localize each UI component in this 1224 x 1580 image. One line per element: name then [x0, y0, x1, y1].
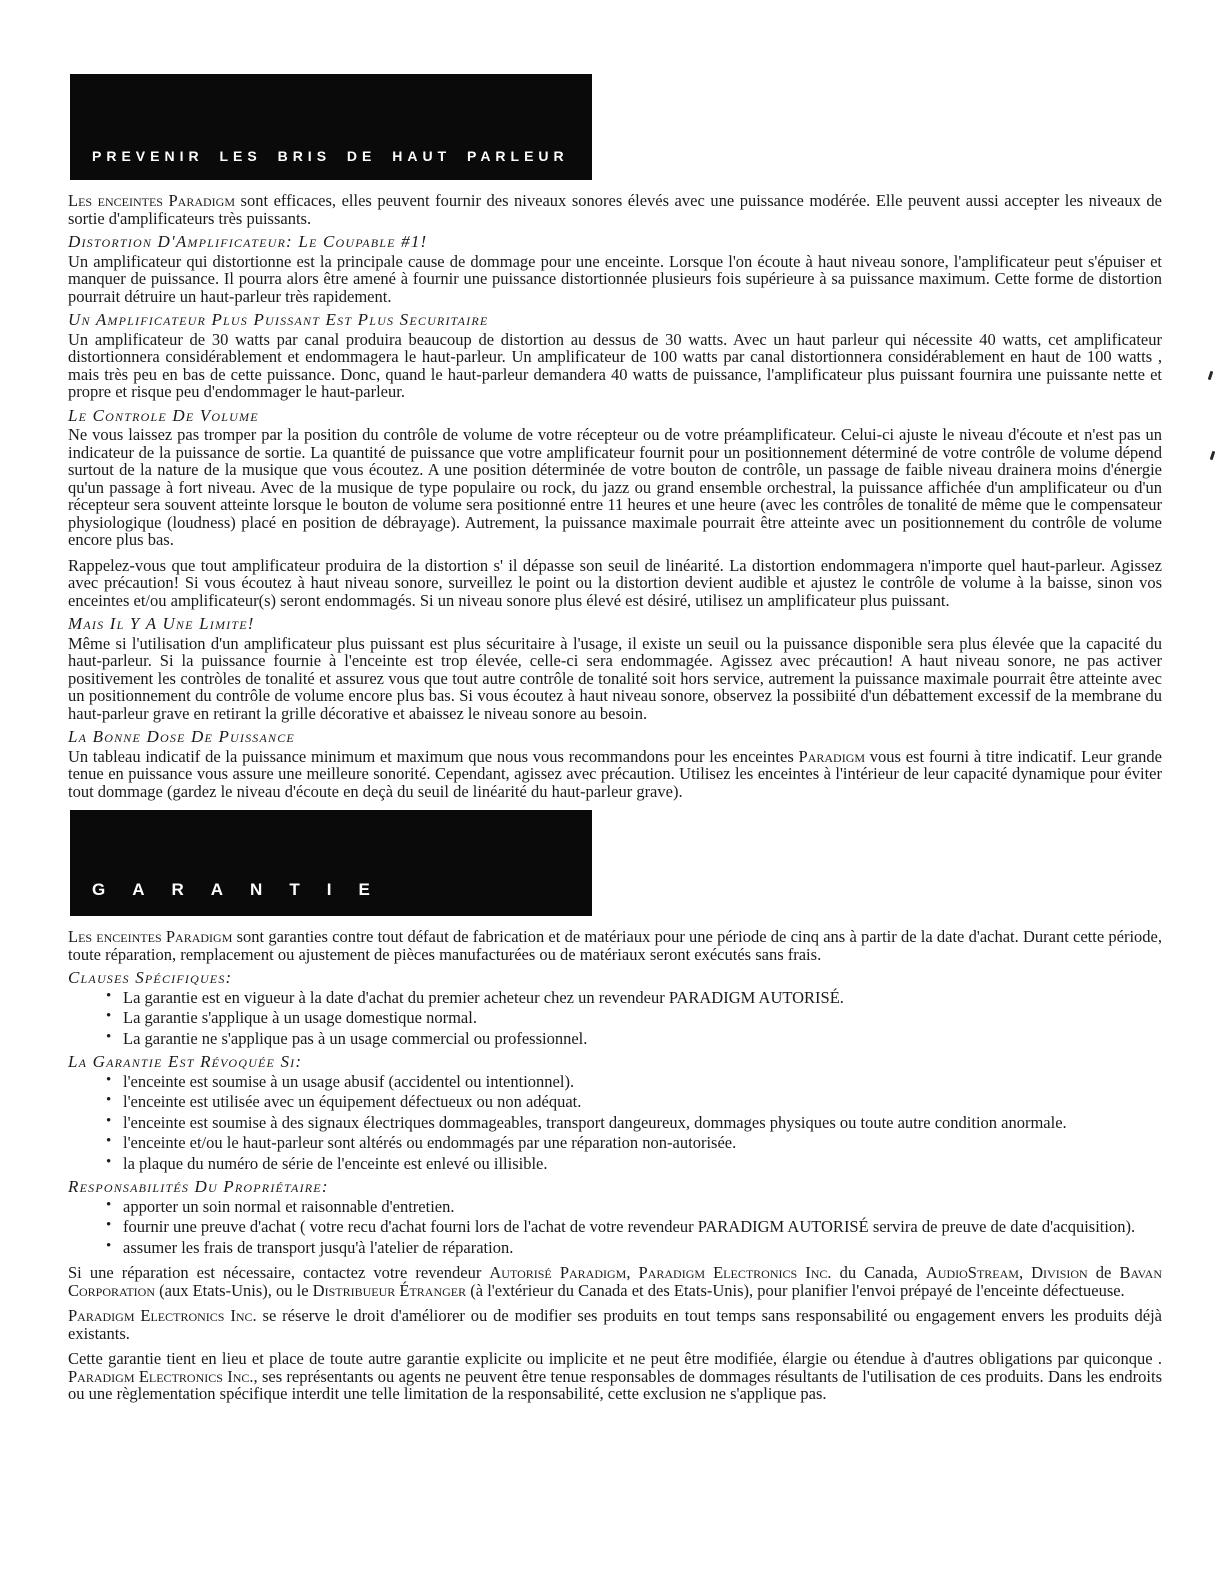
- bullet-item: • l'enceinte est soumise à un usage abusif (accidentel ou intentionnel).: [106, 1073, 1162, 1091]
- bullet-list-revoked-if: [68, 1073, 1162, 1173]
- bullet-item: • l'enceinte est utilisée avec un équipement défectueux ou non adéquat.: [106, 1093, 1162, 1111]
- paragraph-stronger-amp: Un amplificateur de 30 watts par canal produira beaucoup de distortion au dessus de 30 watts. Avec un haut parleur qui nécessite 40 watts, cet amplificateur distortionnera considérablement et endommagera le haut-parleur. Un amplificateur de 100 watts par canal distortionnera considérablement en haut de 100 watts , mais très peu en bas de cette puissance. Donc, quand le haut-parleur demandera 40 watts de puissance, l'amplificateur plus puissant fournira une puissante nette et propre et risque peu d'endommager le haut-parleur.: [68, 329, 1162, 401]
- paragraph-amp-distortion: Un amplificateur qui distortionne est la principale cause de dommage pour une enceinte. Lorsque l'on écoute à haut niveau sonore, l'amplificateur peut s'épuiser et manquer de puissance. Il pourra alors être amené à fournir une puissance distortionnée plusieurs fois supérieure à sa puissance maximum. Cette forme de distortion pourrait détruire un haut-parleur très rapidement.: [68, 251, 1162, 306]
- paragraph-prevention-intro: Les enceintes Paradigm sont efficaces, elles peuvent fournir des niveaux sonores élevés avec une puissance modérée. Elle peuvent aussi accepter les niveaux de sortie d'amplificateurs très puissants.: [68, 191, 1162, 228]
- heading-limit: Mais Il Y A Une Limite!: [68, 614, 255, 633]
- bullet-item: • La garantie ne s'applique pas à un usage commercial ou professionnel.: [106, 1030, 1162, 1048]
- paragraph-right-power: Un tableau indicatif de la puissance minimum et maximum que nous vous recommandons pour les enceintes Paradigm vous est fourni à titre indicatif. Leur grande tenue en puissance vous assure une meilleure sonorité. Cependant, agissez avec précaution. Utilisez les enceintes à l'intérieur de leur capacité dynamique pour éviter tout dommage (gardez le niveau d'écoute en deçà du seuil de linéarité du haut-parleur grave).: [68, 746, 1162, 801]
- paragraph-distortion-reminder: Rappelez-vous que tout amplificateur produira de la distortion s' il dépasse son seuil de linéarité. La distortion endommagera n'importe quel haut-parleur. Agissez avec précaution! Si vous écoutez à haut niveau sonore, surveillez le point ou la distortion devient audible et ajustez le contrôle de volume à la baisse, sinon vos enceintes et/ou amplificateur(s) seront endommagés. Si un niveau sonore plus élevé est désiré, utilisez un amplificateur plus puissant.: [68, 555, 1162, 610]
- bullet-item: • fournir une preuve d'achat ( votre recu d'achat fourni lors de l'achat de votre revendeur PARADIGM AUTORISÉ servira de preuve de date d'acquisition).: [106, 1218, 1162, 1236]
- banner-title-prevention: PREVENIR LES BRIS DE HAUT PARLEUR: [92, 148, 569, 164]
- paragraph-product-changes: Paradigm Electronics Inc. se réserve le droit d'améliorer ou de modifier ses produits en tout temps sans responsabilité ou engagement envers les produits déjà existants.: [68, 1306, 1162, 1343]
- paragraph-warranty-limitation: Cette garantie tient en lieu et place de toute autre garantie explicite ou implicite et ne peut être modifiée, élargie ou étendue à d'autres obligations par quiconque . Paradigm Electronics Inc., ses représentants ou agents ne peuvent être tenue responsables de dommages résultants de l'utilisation de ces produits. Dans les endroits ou une règlementation spécifique interdit une telle limitation de la responsabilité, cette exclusion ne s'applique pas.: [68, 1349, 1162, 1403]
- page-content: [0, 74, 1224, 1403]
- banner-title-warranty: GARANTIE: [92, 880, 397, 899]
- bullet-item: • La garantie est en vigueur à la date d'achat du premier acheteur chez un revendeur PARADIGM AUTORISÉ.: [106, 989, 1162, 1007]
- paragraph-volume-control: Ne vous laissez pas tromper par la position du contrôle de volume de votre récepteur ou de votre préamplificateur. Celui-ci ajuste le niveau d'écoute et n'est pas un indicateur de la puissance de sortie. La quantité de puissance que votre amplificateur fournit pour un positionnement déterminé de votre contrôle de volume dépend surtout de la nature de la musique que vous écoutez. A une position déterminée de votre bouton de contrôle, un passage de faible niveau drainera moins d'énergie qu'un passage à fort niveau. Avec de la musique de type populaire ou rock, du jazz ou grand ensemble orchestral, la puissance affichée d'un amplificateur ou d'un récepteur sera souvent atteinte lorsque le bouton de volume sera positionné entre 11 heures et une heure (avec les contrôles de tonalité de même que le compensateur physiologique (loudness) placé en position de débrayage). Autrement, la puissance maximale pourrait être atteinte avec un positionnement du contrôle de volume encore plus bas.: [68, 425, 1162, 549]
- section-banner-prevention: [70, 74, 592, 180]
- bullet-list-specific-clauses: [68, 989, 1162, 1048]
- bullet-item: • l'enceinte est soumise à des signaux électriques dommageables, transport dangeureux, dommages physiques ou toute autre condition anormale.: [106, 1114, 1162, 1132]
- heading-stronger-amp: Un Amplificateur Plus Puissant Est Plus Securitaire: [68, 310, 489, 329]
- bullet-list-owner-responsibilities: [68, 1198, 1162, 1257]
- paragraph-repair-contact: Si une réparation est nécessaire, contactez votre revendeur Autorisé Paradigm, Paradigm Electronics Inc. du Canada, AudioStream, Division de Bavan Corporation (aux Etats-Unis), ou le Distribueur Étranger (à l'extérieur du Canada et des Etats-Unis), pour planifier l'envoi prépayé de l'enceinte défectueuse.: [68, 1263, 1163, 1300]
- section-banner-warranty: [70, 810, 592, 916]
- bullet-item: • l'enceinte et/ou le haut-parleur sont altérés ou endommagés par une réparation non-autorisée.: [106, 1134, 1162, 1152]
- heading-owner-responsibilities: Responsabilités Du Propriétaire:: [68, 1177, 329, 1196]
- heading-volume-control: Le Controle De Volume: [68, 405, 259, 425]
- heading-amp-distortion: Distortion D'Amplificateur: Le Coupable #1!: [68, 232, 428, 251]
- bullet-item: • apporter un soin normal et raisonnable d'entretien.: [106, 1198, 1162, 1216]
- heading-right-power: La Bonne Dose De Puissance: [68, 727, 295, 746]
- heading-specific-clauses: Clauses Spécifiques:: [68, 968, 233, 987]
- paragraph-warranty-intro: Les enceintes Paradigm sont garanties contre tout défaut de fabrication et de matériaux pour une période de cinq ans à partir de la date d'achat. Durant cette période, toute réparation, remplacement ou ajustement de pièces manufacturées ou de matériaux seront exécutés sans frais.: [68, 927, 1163, 964]
- bullet-item: • assumer les frais de transport jusqu'à l'atelier de réparation.: [106, 1239, 1162, 1257]
- heading-revoked-if: La Garantie Est Révoquée Si:: [68, 1052, 303, 1071]
- paragraph-limit: Même si l'utilisation d'un amplificateur plus puissant est plus sécuritaire à l'usage, il existe un seuil ou la puissance disponible sera plus élevée que la capacité du haut-parleur. Si la puissance fournie à l'enceinte est trop élevée, celle-ci sera endommagée. Agissez avec précaution! A haut niveau sonore, ne pas activer positivement les contròles de tonalité et assurez vous que tout autre contrôle de tonalité soit hors service, autrement la puissance maximale pourrait être atteinte avec un positionnement du contrôle de volume encore plus bas. Si vous écoutez à haut niveau sonore, observez la possibiité d'un débattement excessif de la membrane du haut-parleur grave en retirant la grille décorative et abaissez le niveau sonore au besoin.: [68, 633, 1162, 723]
- bullet-item: • la plaque du numéro de série de l'enceinte est enlevé ou illisible.: [106, 1155, 1162, 1173]
- bullet-item: • La garantie s'applique à un usage domestique normal.: [106, 1009, 1162, 1027]
